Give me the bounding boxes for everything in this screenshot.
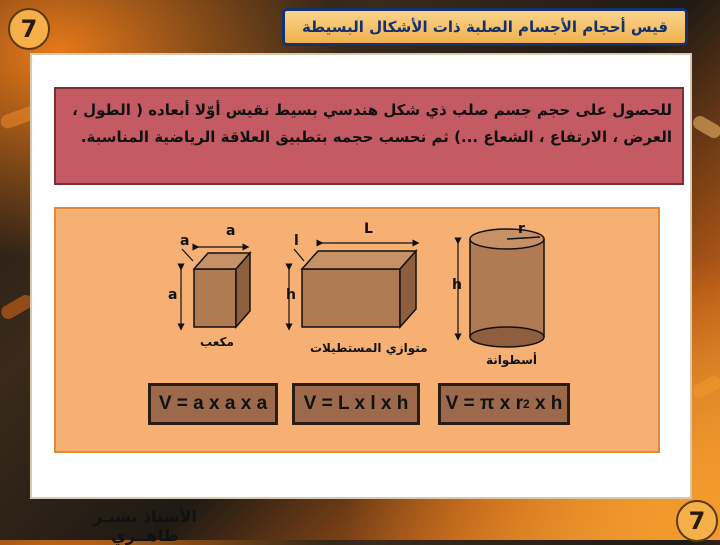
cylinder-drawing	[458, 229, 544, 347]
cylinder-formula-prefix: V = π x r	[445, 393, 523, 414]
cube-volume-formula	[148, 383, 278, 425]
cuboid-length-label: L	[364, 221, 373, 237]
background-streak	[691, 373, 720, 400]
cylinder-height-label: h	[452, 277, 462, 293]
cube-formula-text: V = a x a x a	[158, 393, 268, 414]
author-signature: الأستاذ بشيـر ظاهــري	[93, 507, 197, 545]
shapes-figure	[54, 207, 660, 453]
page-number-badge-bottom	[676, 500, 718, 542]
intro-text: للحصول على حجم جسم صلب ذي شكل هندسي بسيط نقيس أوّلا أبعاده ( الطول ، العرض ، الارتفاع ، الشعاع ...) ثم نحسب حجمه بتطبيق العلاقة الرياضية المناسبة.	[54, 87, 684, 185]
cylinder-formula-exponent: 2	[522, 397, 530, 411]
cube-height-edge-label: a	[168, 287, 178, 303]
cylinder-name: أسطوانة	[486, 353, 538, 367]
cube-name: مكعب	[200, 335, 234, 349]
cylinder-radius-label: r	[518, 221, 525, 237]
cuboid-width-label: l	[294, 233, 299, 249]
cylinder-volume-formula	[438, 383, 570, 425]
cuboid-height-label: h	[286, 287, 296, 303]
cube-top-edge-label: a	[226, 223, 236, 239]
page-number: 7	[20, 15, 38, 43]
page-number: 7	[688, 507, 706, 535]
cuboid-name: متوازي المستطيلات	[310, 341, 428, 355]
cuboid-volume-formula	[292, 383, 420, 425]
cuboid-drawing	[289, 243, 416, 327]
content-panel	[30, 53, 692, 499]
page-number-badge-top	[8, 8, 50, 50]
cube-drawing	[181, 247, 250, 327]
background-streak	[691, 113, 720, 140]
page-title: قيس أحجام الأجسام الصلبة ذات الأشكال البسيطة	[282, 8, 688, 46]
cuboid-formula-text: V = L x l x h	[303, 393, 409, 414]
cube-depth-edge-label: a	[180, 233, 190, 249]
cylinder-formula-suffix: x h	[529, 393, 563, 414]
